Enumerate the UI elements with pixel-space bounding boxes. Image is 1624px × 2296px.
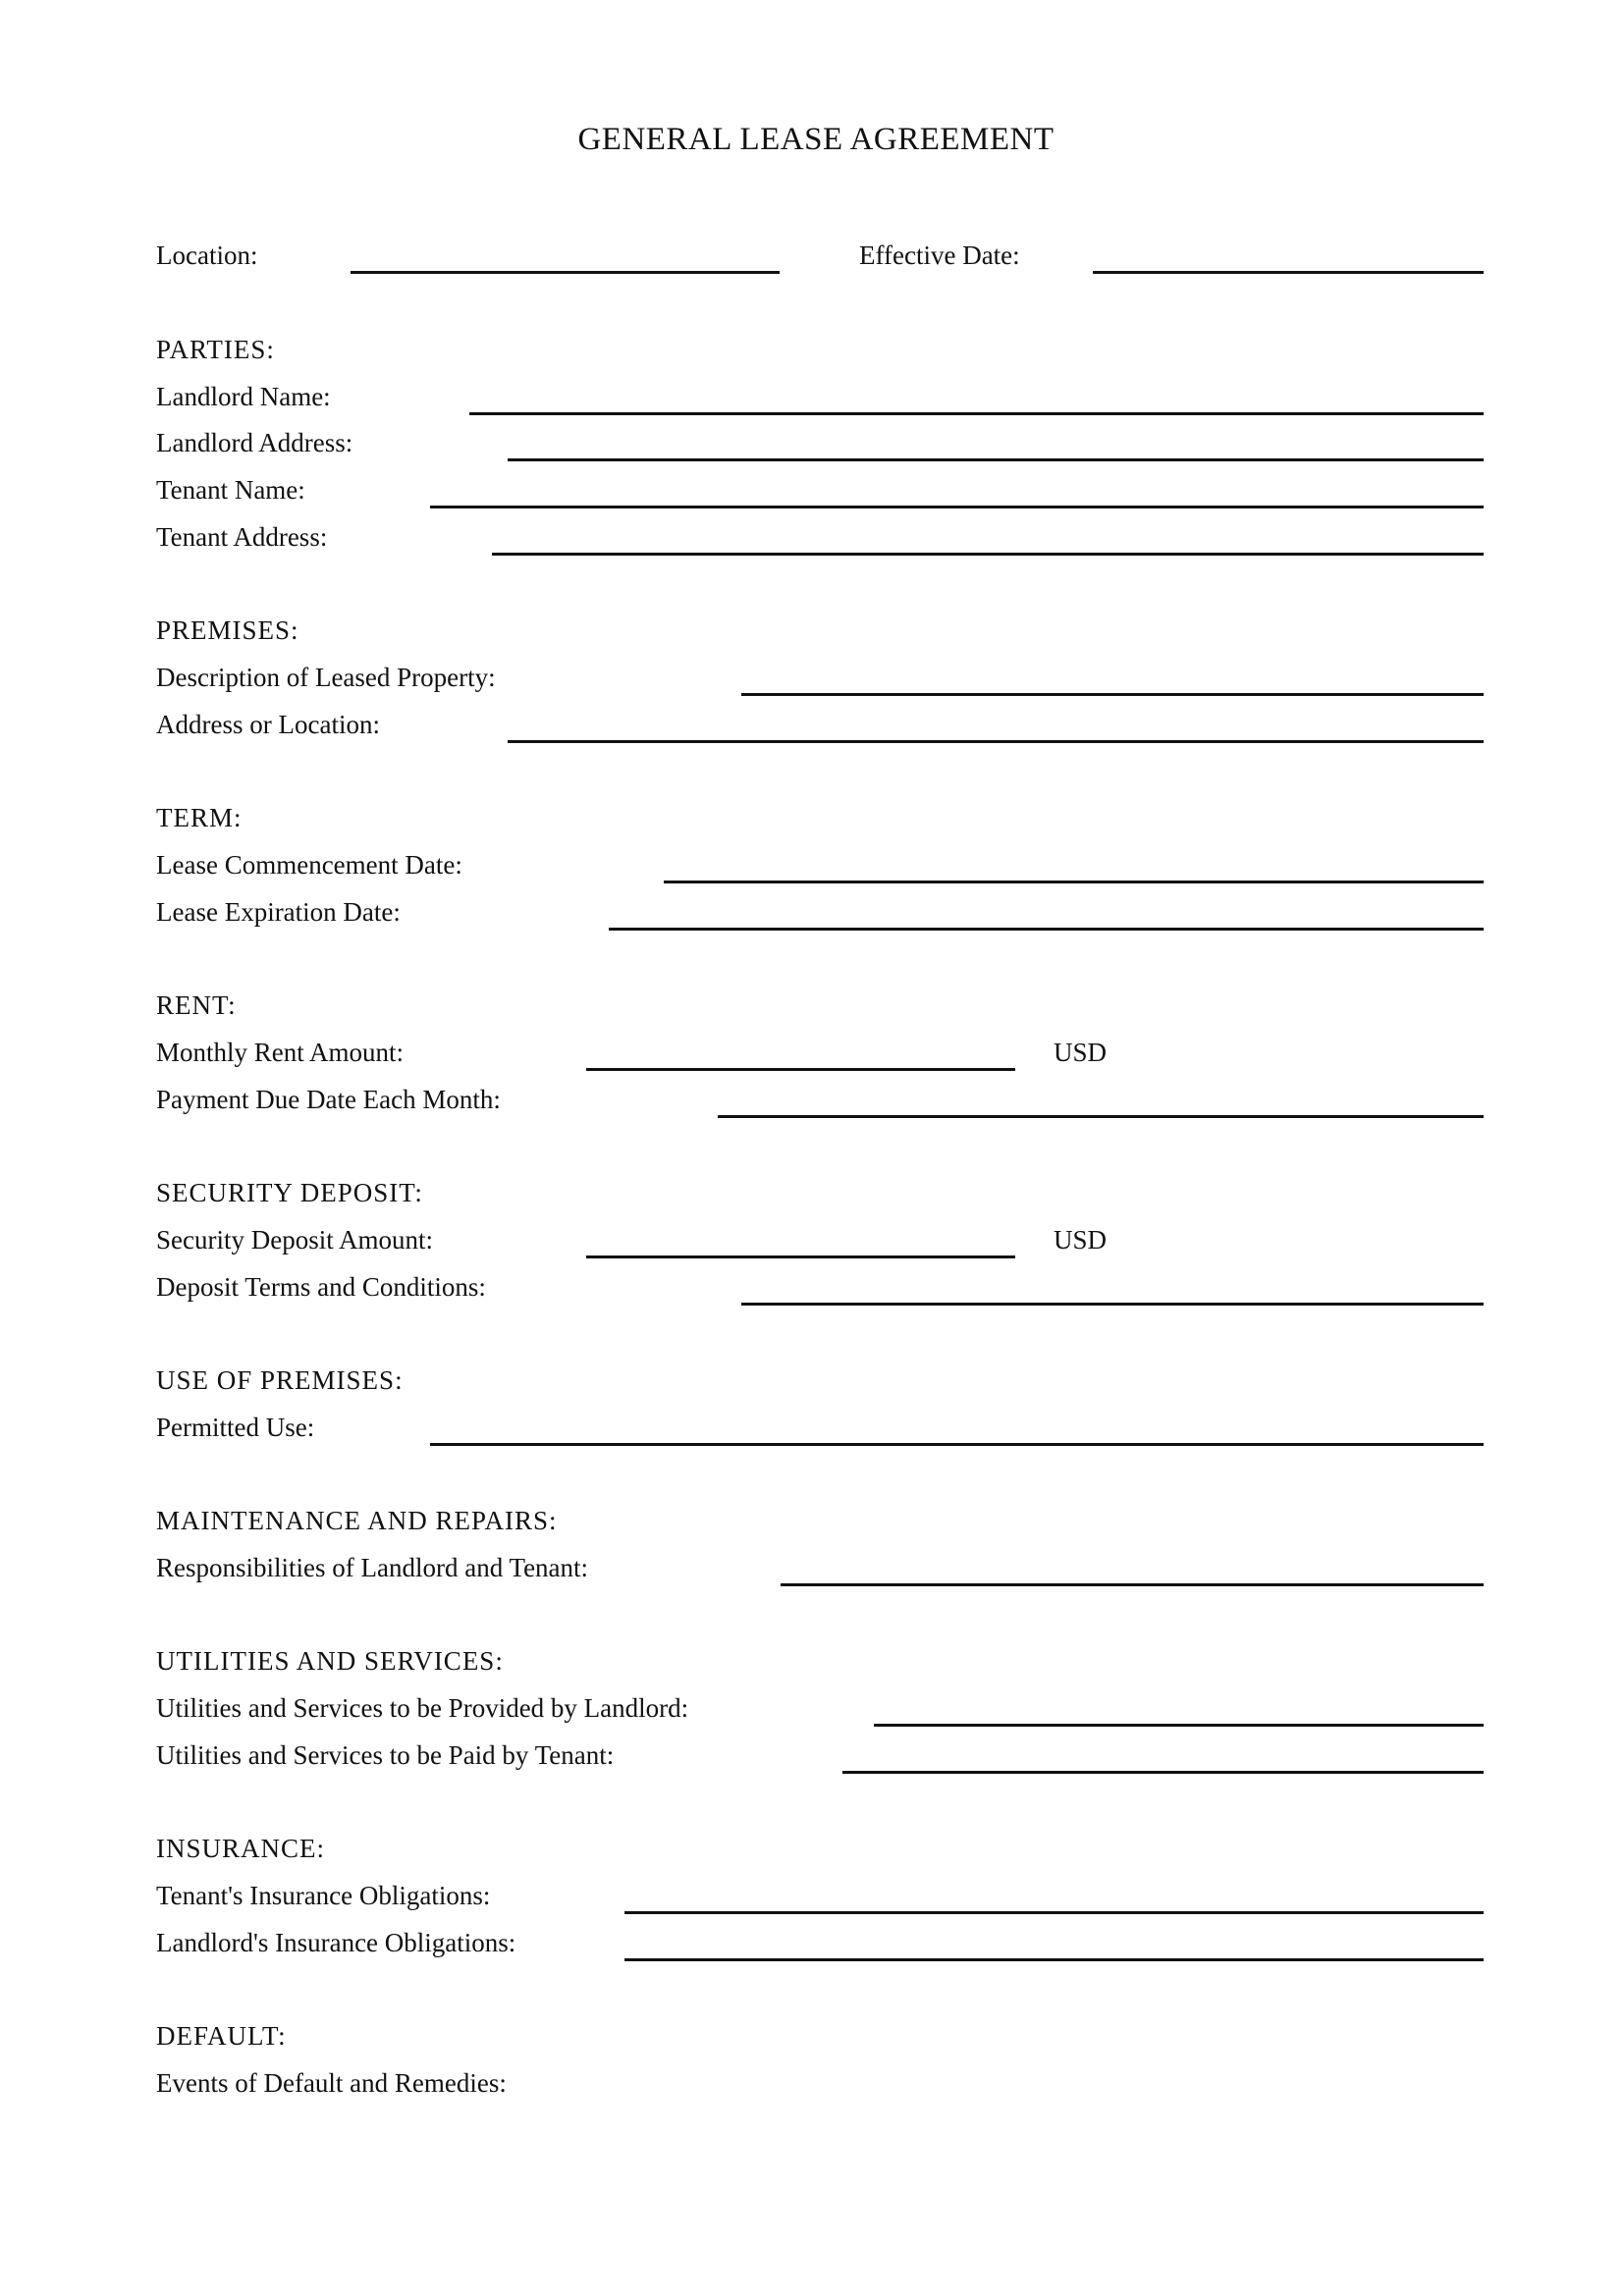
premises-address-field[interactable] xyxy=(508,740,1484,743)
responsibilities-field[interactable] xyxy=(781,1583,1484,1586)
monthly-rent-label: Monthly Rent Amount: xyxy=(156,1038,405,1067)
landlord-insurance-field[interactable] xyxy=(624,1958,1484,1961)
tenant-address-field[interactable] xyxy=(492,553,1484,556)
payment-due-date-label: Payment Due Date Each Month: xyxy=(156,1085,501,1114)
deposit-amount-field[interactable] xyxy=(586,1255,1015,1258)
expiration-date-field[interactable] xyxy=(609,928,1484,931)
security-deposit-heading: SECURITY DEPOSIT: xyxy=(156,1178,423,1207)
effective-date-field[interactable] xyxy=(1093,271,1484,274)
landlord-name-label: Landlord Name: xyxy=(156,382,331,411)
default-events-label: Events of Default and Remedies: xyxy=(156,2068,507,2098)
responsibilities-label: Responsibilities of Landlord and Tenant: xyxy=(156,1553,589,1582)
deposit-terms-field[interactable] xyxy=(741,1303,1484,1306)
deposit-amount-label: Security Deposit Amount: xyxy=(156,1225,433,1255)
term-heading: TERM: xyxy=(156,803,243,832)
parties-heading: PARTIES: xyxy=(156,335,275,364)
rent-heading: RENT: xyxy=(156,990,237,1020)
default-heading: DEFAULT: xyxy=(156,2021,287,2051)
rent-currency-label: USD xyxy=(1054,1038,1108,1067)
expiration-date-label: Lease Expiration Date: xyxy=(156,897,401,927)
tenant-address-label: Tenant Address: xyxy=(156,522,328,552)
deposit-currency-label: USD xyxy=(1054,1225,1108,1255)
document-title: GENERAL LEASE AGREEMENT xyxy=(577,122,1055,157)
location-label: Location: xyxy=(156,240,258,270)
tenant-insurance-label: Tenant's Insurance Obligations: xyxy=(156,1881,491,1910)
tenant-insurance-field[interactable] xyxy=(624,1911,1484,1914)
effective-date-label: Effective Date: xyxy=(859,240,1020,270)
utilities-landlord-label: Utilities and Services to be Provided by Landlord: xyxy=(156,1693,689,1723)
location-field[interactable] xyxy=(351,271,780,274)
landlord-insurance-label: Landlord's Insurance Obligations: xyxy=(156,1928,516,1957)
property-description-label: Description of Leased Property: xyxy=(156,663,496,692)
payment-due-date-field[interactable] xyxy=(718,1115,1484,1118)
property-description-field[interactable] xyxy=(741,693,1484,696)
utilities-tenant-label: Utilities and Services to be Paid by Tenant: xyxy=(156,1740,615,1770)
tenant-name-field[interactable] xyxy=(430,506,1484,508)
landlord-address-field[interactable] xyxy=(508,458,1484,461)
monthly-rent-field[interactable] xyxy=(586,1068,1015,1071)
landlord-name-field[interactable] xyxy=(469,412,1484,415)
utilities-landlord-field[interactable] xyxy=(874,1724,1484,1727)
utilities-heading: UTILITIES AND SERVICES: xyxy=(156,1646,504,1676)
tenant-name-label: Tenant Name: xyxy=(156,475,305,505)
maintenance-heading: MAINTENANCE AND REPAIRS: xyxy=(156,1506,558,1535)
permitted-use-field[interactable] xyxy=(430,1443,1484,1446)
use-of-premises-heading: USE OF PREMISES: xyxy=(156,1365,404,1395)
insurance-heading: INSURANCE: xyxy=(156,1834,326,1863)
permitted-use-label: Permitted Use: xyxy=(156,1413,315,1442)
landlord-address-label: Landlord Address: xyxy=(156,428,353,457)
commencement-date-label: Lease Commencement Date: xyxy=(156,850,462,880)
utilities-tenant-field[interactable] xyxy=(842,1771,1484,1774)
premises-address-label: Address or Location: xyxy=(156,710,380,739)
deposit-terms-label: Deposit Terms and Conditions: xyxy=(156,1272,486,1302)
premises-heading: PREMISES: xyxy=(156,615,299,645)
commencement-date-field[interactable] xyxy=(664,881,1484,883)
